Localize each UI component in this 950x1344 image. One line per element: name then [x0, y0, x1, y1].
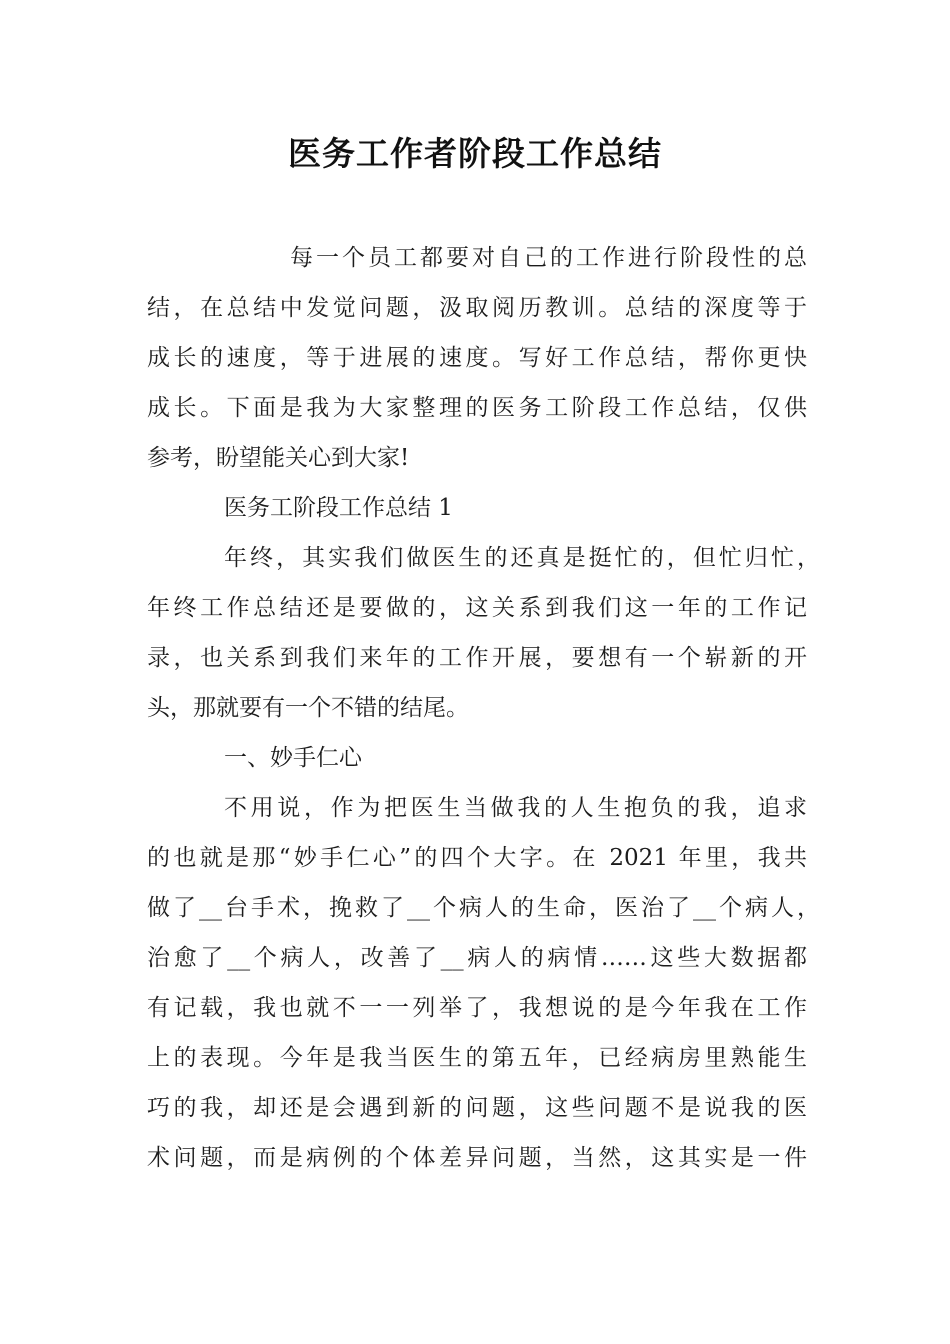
- paragraph-line: 的也就是那“妙手仁心”的四个大字。在 2021 年里，我共: [147, 845, 807, 871]
- document-title: 医务工作者阶段工作总结: [288, 134, 662, 173]
- paragraph-line: 参考，盼望能关心到大家!: [147, 445, 410, 471]
- paragraph-line: 做了__台手术，挽救了__个病人的生命，医治了__个病人，: [147, 895, 820, 921]
- paragraph-line: 头，那就要有一个不错的结尾。: [147, 695, 469, 721]
- paragraph-line: 录，也关系到我们来年的工作开展，要想有一个崭新的开: [147, 645, 807, 671]
- paragraph-line: 年终，其实我们做医生的还真是挺忙的，但忙归忙，: [224, 545, 820, 571]
- paragraph-line: 巧的我，却还是会遇到新的问题，这些问题不是说我的医: [147, 1095, 807, 1121]
- paragraph-line: 有记载，我也就不一一列举了，我想说的是今年我在工作: [147, 995, 807, 1021]
- section-heading: 一、妙手仁心: [224, 745, 362, 771]
- paragraph-line: 结，在总结中发觉问题，汲取阅历教训。总结的深度等于: [147, 295, 807, 321]
- section-heading: 医务工阶段工作总结 1: [224, 495, 453, 521]
- paragraph-line: 成长。下面是我为大家整理的医务工阶段工作总结，仅供: [147, 395, 807, 421]
- paragraph-line: 上的表现。今年是我当医生的第五年，已经病房里熟能生: [147, 1045, 807, 1071]
- paragraph-line: 成长的速度，等于进展的速度。写好工作总结，帮你更快: [147, 345, 807, 371]
- paragraph-line: 每一个员工都要对自己的工作进行阶段性的总: [290, 245, 807, 271]
- paragraph-line: 术问题，而是病例的个体差异问题，当然，这其实是一件: [147, 1145, 807, 1171]
- paragraph-line: 不用说，作为把医生当做我的人生抱负的我，追求: [224, 795, 807, 821]
- paragraph-line: 年终工作总结还是要做的，这关系到我们这一年的工作记: [147, 595, 807, 621]
- paragraph-line: 治愈了__个病人，改善了__病人的病情……这些大数据都: [147, 945, 807, 971]
